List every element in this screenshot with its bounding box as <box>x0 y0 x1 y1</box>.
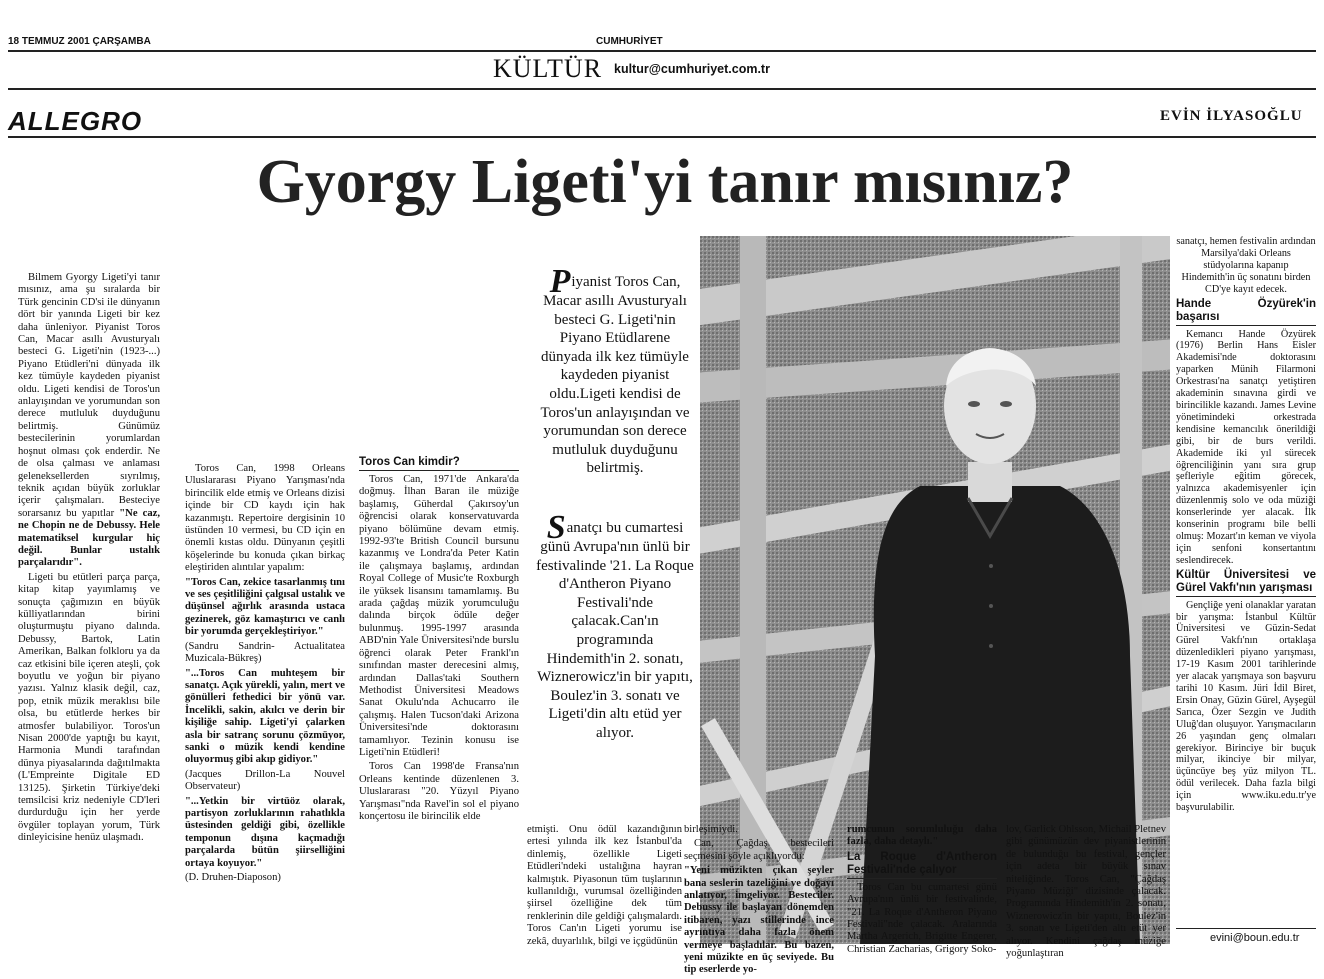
bottom-col4-text: lov, Garlick Ohlsson, Michail Pletnev gibi günümüzün dev piyanistlerinin de bulunduğu bu festival, gençler için adeta bir büyük sınav niteliğinde. Toros Can, "Çağdaş Piyano Müziği" dizisinde çalacak. Programında Hindemith'in 2. sonatı, Wiznerowicz'in bir yapıtı, Boulez'in 3. sonatı ve Ligeti'den altı etüt yer alıyor. Kendini çağdaş müziğe yoğunlaştıran <box>1006 824 1166 960</box>
column-author: EVİN İLYASOĞLU <box>1160 108 1303 124</box>
right-subheading-1: Hande Özyürek'in başarısı <box>1176 298 1316 326</box>
masthead-rule-bottom <box>8 88 1316 90</box>
dropcap-s: S <box>546 509 566 546</box>
col2-source2: (Jacques Drillon-La Nouvel Observateur) <box>185 768 345 793</box>
col2-quote1: "Toros Can, zekice tasarlanmış tını ve ses çeşitliliğini çalgısal ustalık ve düşünsel ağırlık arasında ustaca gezinerek, göz kamaştırıcı ve canlı bir yorumda gerçekleştiriyor." <box>185 576 345 638</box>
right-para2: Kemancı Hande Özyürek (1976) Berlin Hans Eisler Akademisi'nde doktorasını yaparken Münih Filarmoni Orkestrası'na sanatçı yetiştiren akademinin sınavına girdi ve birincilikle kazandı. James Levine yönetimindeki orkestrada kendisine kemancılık önerildiği gibi, bir de burs verildi. Akademide iki yıl sürecek öğrenciliğinin yanı sıra grup şefleriyle eğitim görecek, yalnızca akademisyenler için düzenlenmiş solo ve oda müziği konserlerinde yer alacak. İlk konserinin programı bile belli olmuş: Mozart'ın keman ve viyola için senfoni konsertantını seslendirecek. <box>1176 328 1316 566</box>
column-2 <box>185 463 345 886</box>
bottom-col2-text-b: Can, Çağdaş bestecileri seçmesini şöyle açıklıyordu: <box>684 838 834 862</box>
bottom-col-4 <box>1006 824 1166 962</box>
right-column <box>1176 236 1316 816</box>
section-title: KÜLTÜR <box>493 54 603 83</box>
issue-date: 18 TEMMUZ 2001 ÇARŞAMBA <box>8 36 151 47</box>
right-subheading-2: Kültür Üniversitesi ve Gürel Vakfı'nın yarışması <box>1176 569 1316 597</box>
col2-quote2: "...Toros Can muhteşem bir sanatçı. Açık yürekli, yalın, mert ve gönülleri fethedici bir yönü var. İncelikli, sakin, akılcı ve derin bir kişiliğe sahip. Ligeti'yi çalarken asla bir satranç sorunu çözmüyor, sanki o müzik kendi kendine oluyormuş gibi akıp gidiyor." <box>185 667 345 766</box>
bottom-col3-quote: rumcunun sorumluluğu daha fazla, daha detaylı." <box>847 824 997 848</box>
column-name: ALLEGRO <box>8 106 143 136</box>
bottom-col2-text-a: birleşimiydi. <box>684 824 738 835</box>
author-rule <box>1176 928 1316 929</box>
col2-source3: (D. Druhen-Diaposon) <box>185 872 281 883</box>
bottom-col-1 <box>527 824 682 950</box>
col1-para2: Ligeti bu etütleri parça parça, kitap kitap yayımlamış ve sonuçta çağımızın en büyük külliyatlarından birini oluşturmuştu piyano dalında. Debussy, Bartok, Latin Amerikan, Balkan folkloru ya da caz etkisini bile içeren ateşli, çok boyutlu ve yoğun bir piyano yazısı. Yalnız klasik değil, caz, pop, etnik müzik meraklısı bile olsa, bu etütlerde herkes bir atmosfer bulabiliyor. Toros'un Nisan 2000'de yaptığı bu kayıt, Harmonia Mundi tarafından dünya piyasalarında dağıtılmakta (L'Empreinte Digitale ED 13125). Şirketin Türkiye'deki temsilcisi kriz nedeniyle CD'leri durdurduğu için her yerde övgüler toplayan yorum, Türk dinleyicisine henüz ulaşmadı. <box>18 571 160 844</box>
paper-name: CUMHURİYET <box>596 36 663 47</box>
right-para1: sanatçı, hemen festivalin ardından Marsilya'daki Orleans stüdyolarına kapanıp Hindemith'in üç sonatını birden CD'ye kayıt edecek. <box>1176 236 1316 295</box>
dropcap-p: P <box>549 263 571 300</box>
col2-quote3: "...Yetkin bir virtüöz olarak, partisyon zorluklarının rahatlıkla üstesinden geldiği gibi, özellikle temponun dışına kaçmadığı parçalarda bütün şiirselliğini ortaya koyuyor." <box>185 795 345 869</box>
headline: Gyorgy Ligeti'yi tanır mısınız? <box>256 148 1074 216</box>
col3-subheading: Toros Can kimdir? <box>359 456 519 471</box>
bottom-col2-quote: "Yeni müzikten çıkan şeyler bana seslerin tazeliğini ve doğayı anlatıyor, imgeliyor. Besteciler. Debussy ile başlayan dönemden itibaren, yazı stillerinde ince ayrıntıya daha fazla önem vermeye başladılar. Bu bazen, yeni müzikte en üç seviyede. Bu tip eserlerde yo- <box>684 865 834 976</box>
col2-source1: (Sandru Sandrin- Actualitatea Muzicala-Bükreş) <box>185 640 345 665</box>
right-para3: Gençliğe yeni olanaklar yaratan bir yarışma: İstanbul Kültür Üniversitesi ve Güzin-Sedat Gürel Vakfı'nın ortaklaşa düzenledikleri piyano yarışması, 17-19 Kasım 2001 tarihlerinde yer alacak yarışmaya son başvuru tarihi 10 Kasım. Jüri İdil Biret, Ersin Onay, Güzin Gürel, Ayşegül Sarıca, Özer Sezgin ve Judith Uluğ'dan oluşuyor. Yarışmacıların 26 yaşından genç olmaları gerekiyor. Birinciye bir buçuk milyar, ikinciye bir milyar, üçüncüye beş yüz milyon TL. ödül verilecek. Daha fazla bilgi için www.iku.edu.tr'ye başvurulabilir. <box>1176 599 1316 814</box>
column-3 <box>359 454 519 825</box>
masthead-rule-top <box>8 50 1316 52</box>
column-1 <box>18 272 160 847</box>
author-email: evini@boun.edu.tr <box>1210 932 1300 944</box>
column-rule <box>8 136 1316 138</box>
col3-para1: Toros Can, 1971'de Ankara'da doğmuş. İlhan Baran ile müziğe başlamış, Güherdal Çakırsoy'un öğrencisi olarak konservatuvarda piyano bölümüne devam etmiş. 1992-93'te British Council bursunu kazanmış ve Londra'da Peter Katin ile çalışmaya başlamış, ardından Royal College of Music'te Roxburgh ile yüksek lisansını tamamlamış. Bu arada çağdaş müzik yorumculuğu dalında birçok ödüle değer bulunmuş. 1995-1997 arasında ABD'nin Yale Üniversitesi'nde burslu öğrenci olarak Peter Frankl'ın sınıfından master derecesini almış, ardından Dallas'taki Southern Methodist Üniversitesi Meadows Sanat Okulu'nda Achucarro ile çalışmış. Halen Tucson'daki Arizona Üniversitesi'nde doktorasını tamamlıyor. Tezinin konusu ise Ligeti'nin Etüdleri! <box>359 474 519 758</box>
lead-blurb-2: Sanatçı bu cumartesi günü Avrupa'nın ünlü bir festivalinde '21. La Roque d'Antheron Piyano Festivali'nde çalacak.Can'ın programında Hindemith'in 2. sonatı, Wiznerowicz'in bir yapıtı, Boulez'in 3. sonatı ve Ligeti'din altı etüd yer alıyor. <box>536 509 694 741</box>
bottom-col1-text: etmişti. Onu ödül kazandığının ertesi yılında ilk kez İstanbul'da dinlemiş, özellikle Ligeti Etüdleri'ndeki ustalığına hayran kalmıştık. Piyasonun tüm tuşlarının kullanıldığı, vurumsal özelliğinden şiirsel özelliğine dek tüm renklerinin dile geldiği çalışmalardı. Toros Can'ın Ligeti yorumu ise zekâ, duyarlılık, bilgi ve içgüdünün <box>527 824 682 947</box>
col1-para1: Bilmem Gyorgy Ligeti'yi tanır mısınız, ama şu sıralarda bir Türk gencinin CD'si ile dünyanın dört bir yanında Ligeti bir kez daha ünleniyor. Piyanist Toros Can, Macar asıllı Avusturyalı besteci G. Ligeti'nin (1923-...) Piyano Etüdleri'ni dünyada ilk kez tümüyle kaydeden piyanist oldu. Ligeti kendisi de Toros'un anlayışından ve yorumundan son derece mutluluk duyduğunu belirtmiş. Günümüz bestecilerinin yorumlardan hoşnut olması çok enderdir. Ne de olsa çalması ve anlaması geleneksellerden sıyrılmış, teknik açıdan büyük zorluklar içerir çalışmaları. Besteciye sorarsanız bu yapıtlar "Ne caz, ne Chopin ne de Debussy. Hele matematiksel kurgular hiç değil. Bunlar ustalık parçalarıdır". <box>18 272 160 569</box>
col3-para2: Toros Can 1998'de Fransa'nın Orleans kentinde düzenlenen 3. Uluslararası "20. Yüzyıl Piyano Yarışması"nda Ravel'in sol el piyano konçertosu ile birincilik elde <box>359 761 519 822</box>
bottom-col3-subheading: La Roque d'Antheron Festivali'nde çalıyor <box>847 851 997 879</box>
bottom-col-2 <box>684 824 834 979</box>
col2-para1: Toros Can, 1998 Orleans Uluslararası Piyano Yarışması'nda birincilik elde etmiş ve Orleans dizisi içinde bir CD kaydı için hak kazanmıştı. Repertoire dergisinin 10 üstünden 10 vermesi, bu CD için en önemli kıstas oldu. Dünyanın çeşitli köşelerinde bu konuda çıkan birkaç eleştiriden alıntılar yapalım: <box>185 463 345 574</box>
section-email: kultur@cumhuriyet.com.tr <box>614 62 770 76</box>
bottom-col3-text: Toros Can bu cumartesi günü Avrupa'nın ünlü bir festivalinde, "21. La Roque d'Antheron Piyano Festivali"nde çalacak. Aralarında Martha Argerich, Brigitte Engerer, Christian Zacharias, Grigory Soko- <box>847 881 997 955</box>
lead-blurb-1: Piyanist Toros Can, Macar asıllı Avusturyalı besteci G. Ligeti'nin Piyano Etüdlarene dünyada ilk kez tümüyle kaydeden piyanist oldu.Ligeti kendisi de Toros'un anlayışından ve yorumundan son derece mutluluk duyduğunu belirtmiş. <box>540 263 690 477</box>
bottom-col-3 <box>847 824 997 958</box>
